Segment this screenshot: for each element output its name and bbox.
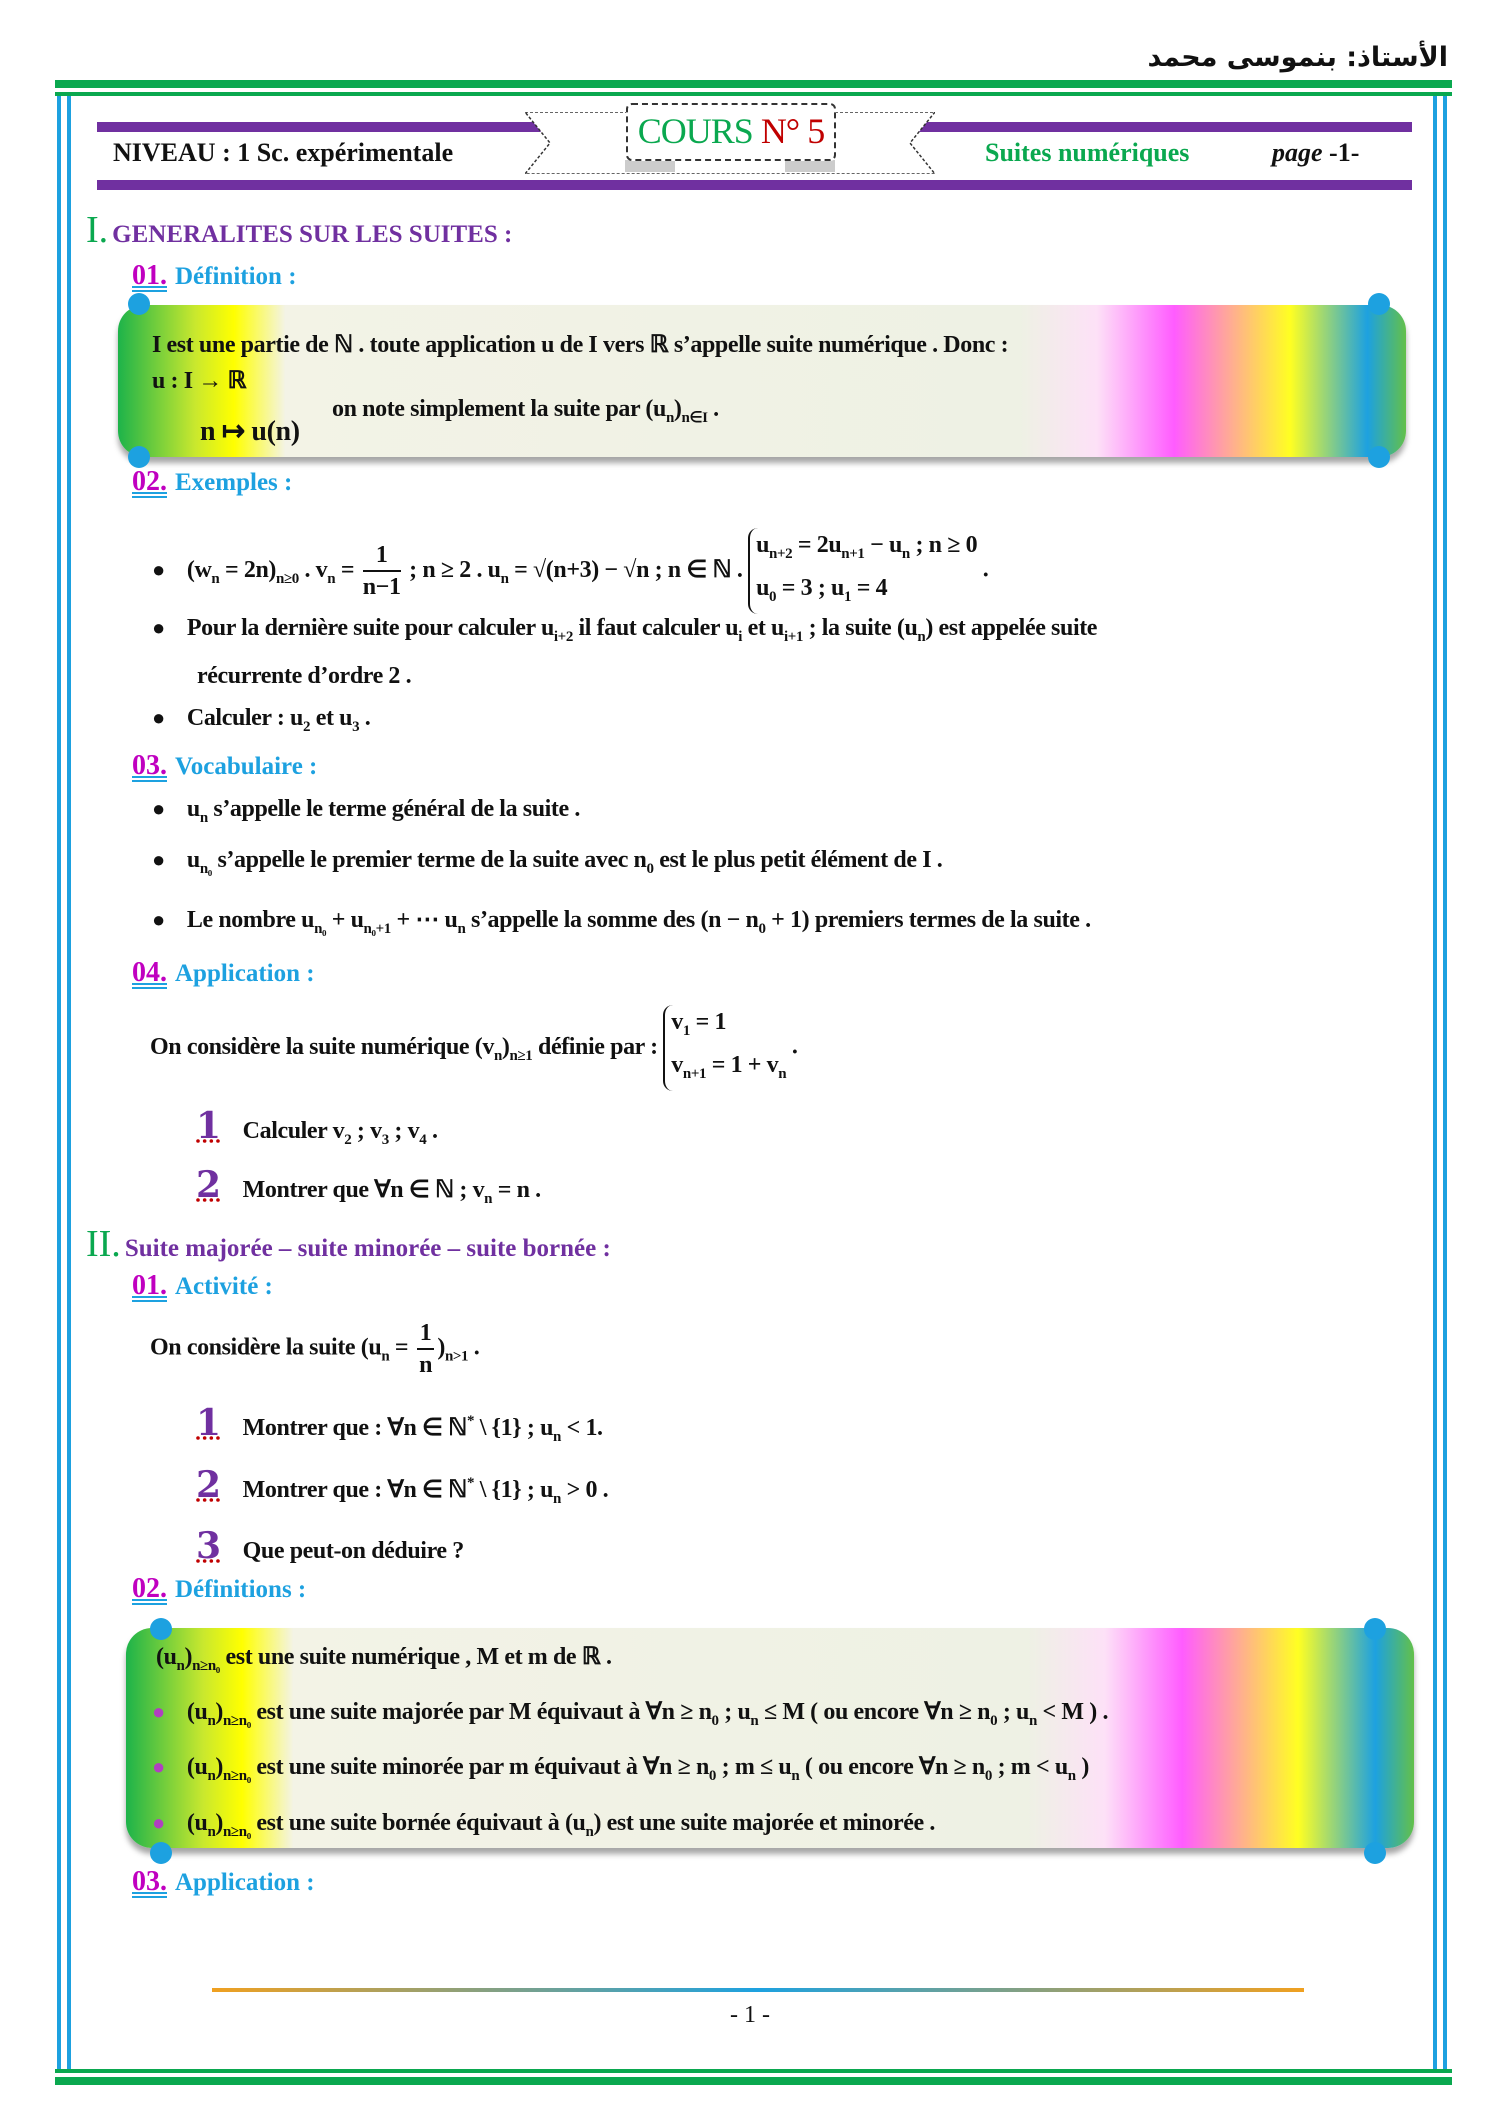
subscript: 1 [682,1023,691,1039]
text-run: = 1 + v [706,1052,779,1078]
text-run: ) [673,396,682,422]
text-run: = [389,1334,414,1361]
question-text [242,1475,609,1507]
text-run: ; v [388,1118,420,1144]
subscript: n≥n₀ [222,1713,251,1729]
subscript: n [778,1066,787,1082]
subscript: n [176,1658,185,1674]
section-numeral: I. [86,209,109,251]
example-list-item [152,615,1097,646]
text-run: est une suite bornée équivaut à (u [250,1810,586,1836]
subscript: n [327,570,336,587]
text-run: = √(n+3) − √n ; n ∈ ℕ . [508,556,743,583]
text-run: = 2u [792,532,842,558]
subsection-title: Exemples : [175,469,293,496]
text-run: Calculer v [242,1118,345,1144]
subscript: n [500,570,509,587]
subscript: n₀ [199,861,212,877]
vocab-item [152,905,1091,938]
question-number: 2 [196,1464,221,1506]
subsection-number: 03. [132,750,167,781]
subsection-heading [132,957,315,989]
text-run: ; la suite (u [803,615,918,641]
box-corner-dot [1368,446,1390,468]
text-run: et u [741,615,784,641]
subsection-heading [132,750,317,782]
subsection-number: 01. [132,1270,167,1301]
subsection-title: Définitions : [175,1576,307,1603]
denominator: n [419,1352,433,1378]
bullet-icon: ● [152,705,165,730]
text-run: ≤ M ( ou encore ∀n ≥ n [758,1699,991,1725]
example-formulas [186,542,743,600]
subscript: n₀ [314,921,327,937]
bullet-icon: ● [152,615,165,640]
text-run: = 3 ; u [776,575,844,601]
right-border [1443,96,1447,2069]
text-run: ; v [351,1118,382,1144]
box-corner-dot [1364,1842,1386,1864]
level-label: NIVEAU : 1 Sc. expérimentale [113,138,454,167]
header-band-bottom [97,180,1412,190]
text-run: ( ou encore ∀n ≥ n [799,1754,985,1780]
subscript: n [381,1348,390,1365]
right-border-inner [1433,96,1437,2069]
system-line [671,1048,786,1091]
section-numeral: II. [86,1223,121,1265]
application-intro [150,1033,658,1064]
subsection-heading [132,260,297,292]
period: . [982,556,989,583]
text-run: Montrer que : ∀n ∈ ℕ [242,1477,467,1503]
example-list-item [152,705,370,736]
text-run: il faut calculer u [572,615,739,641]
text-run: ; u [997,1699,1029,1725]
text-run: (w [186,556,212,583]
subscript: n [901,546,910,562]
numerator: 1 [363,540,401,572]
text-run: ) [215,1754,223,1780]
text-run: (u [186,1754,208,1780]
example-list-item [152,528,988,614]
text-run: ) est appelée suite [925,615,1098,641]
vocab-item [152,847,942,878]
text-run: Montrer que : ∀n ∈ ℕ [242,1415,467,1441]
subscript: i+1 [783,629,803,645]
subscript: n [750,1713,759,1729]
subscript: n [199,810,208,826]
subscript: 3 [352,719,360,735]
definition-notation [332,396,719,427]
text-run: on note simplement la suite par (u [332,396,666,422]
text-run: = [335,556,360,583]
text-run: ) [184,1644,193,1670]
system-line [756,571,977,614]
question-text [242,1118,438,1148]
subsection-number: 01. [132,260,167,291]
text-run: est une suite numérique , M et m de ℝ . [219,1644,612,1670]
text-run: . [426,1118,438,1144]
subscript: n∈I [681,410,708,426]
superscript: * [466,1475,475,1491]
question-1 [196,1105,438,1149]
text-run: = n . [492,1177,541,1203]
cours-number: N° 5 [760,111,825,151]
definition-item-bornee [152,1810,935,1841]
subscript: i [738,629,742,645]
top-border-thin [55,92,1452,96]
text-run: . v [298,556,328,583]
subscript: n [207,1824,216,1840]
text-run: + u [326,907,364,933]
left-border-inner [67,96,71,2069]
page-label [1272,138,1359,168]
text-run: Que peut-on déduire ? [242,1538,464,1564]
subscript: 0 [758,921,766,937]
subscript: n+2 [769,546,793,562]
question-number: 1 [196,1402,221,1444]
text-run: . [707,396,719,422]
section-title: Suite majorée – suite minorée – suite bornée : [124,1235,611,1262]
question-number: 1 [196,1105,221,1147]
text-run: + 1) premiers termes de la suite . [765,907,1091,933]
subscript: n [585,1824,594,1840]
subscript: i+2 [553,629,573,645]
subsection-title: Application : [175,960,315,987]
subsection-number: 02. [132,466,167,497]
subsection-number: 04. [132,957,167,988]
section-title: GENERALITES SUR LES SUITES : [112,221,513,248]
definition-item-majoree [152,1697,1108,1730]
subsection-title: Activité : [175,1273,273,1300]
text-run: Montrer que ∀n ∈ ℕ ; v [242,1177,485,1203]
subsection-heading [132,1573,306,1605]
text-run: Pour la dernière suite pour calculer u [186,615,554,641]
text-run: < M ) . [1036,1699,1109,1725]
definition-text [186,1810,935,1840]
application-statement [150,1005,797,1091]
text-run: I est une partie de ℕ . toute application u de I vers ℝ s’appelle suite numérique . Donc : [152,332,1009,358]
activity-question-3 [196,1525,464,1567]
example-text-continued: récurrente d’ordre 2 . [197,663,412,689]
superscript: * [466,1413,475,1429]
question-text [242,1413,603,1445]
example-text [186,615,1098,645]
numerator: 1 [417,1318,435,1350]
subscript: n [493,1047,502,1064]
bullet-icon: ● [152,556,165,582]
vocab-text [186,907,1091,937]
bullet-icon: ● [152,1699,165,1724]
text-run: s’appelle le terme général de la suite . [207,796,580,822]
text-run: est le plus petit élément de I . [653,847,943,873]
recurrence-system [748,528,977,614]
text-run: u : I → ℝ [152,368,247,394]
text-run: u [756,532,770,558]
subsection-title: Vocabulaire : [175,753,318,780]
subscript: 0 [769,589,777,605]
subscript: 2 [344,1132,352,1148]
subscript: n≥n₀ [192,1658,220,1674]
teacher-name: الأستاذ: بنموسى محمد [1147,42,1448,73]
bottom-border-thin [55,2069,1452,2073]
subscript: n [1029,1713,1037,1729]
text-run: = 2n) [219,556,276,583]
text-run: . [468,1334,480,1361]
box-corner-dot [150,1842,172,1864]
text-run: On considère la suite (u [150,1334,382,1361]
subscript: n≥1 [509,1047,533,1064]
subscript: n [207,1768,216,1784]
activity-statement [150,1318,479,1380]
fraction [417,1318,435,1380]
box-corner-dot [128,446,150,468]
box-corner-dot [150,1618,172,1640]
bullet-icon: ● [152,796,165,821]
text-run: et u [310,705,353,731]
page-word: page [1272,138,1323,167]
fraction [363,540,401,602]
subsection-title: Application : [175,1869,315,1896]
text-run: Le nombre u [186,907,315,933]
question-number: 3 [196,1525,221,1567]
text-run: Calculer : u [186,705,303,731]
footer-divider [212,1988,1304,1992]
subscript: 0 [990,1713,998,1729]
subscript: n [553,1491,561,1507]
text-run: ) [215,1699,223,1725]
subsection-number: 02. [132,1573,167,1604]
section-1-heading [86,208,512,252]
definitions-intro [156,1642,612,1675]
definition-line [152,330,1008,359]
text-run: . [359,705,371,731]
question-text [243,1538,464,1564]
text-run: (u [186,1810,208,1836]
period: . [791,1033,798,1060]
question-text [242,1177,541,1207]
question-number: 2 [196,1164,221,1206]
text-run: (u [156,1644,177,1670]
text-run: v [671,1052,683,1078]
subscript: n [1067,1768,1076,1784]
text-run: ) [437,1334,445,1361]
text-run: s’appelle la somme des (n − n [465,907,759,933]
subscript: n [211,570,220,587]
subscript: n [665,410,674,426]
question-2 [196,1164,541,1208]
text-run: définie par : [532,1033,658,1060]
left-border [57,96,61,2069]
text-run: ; u [718,1699,751,1725]
text-run: − u [864,532,902,558]
subsection-heading [132,1270,273,1302]
text-run: ) [215,1810,223,1836]
text-run: ; n ≥ 0 [909,532,978,558]
bullet-icon: ● [152,1754,165,1779]
subscript: n≥n₀ [222,1768,251,1784]
subsection-title: Définition : [175,263,297,290]
text-run: > 0 . [560,1477,609,1503]
subscript: n [553,1429,561,1445]
activity-question-2 [196,1464,608,1508]
subscript: 3 [381,1132,389,1148]
text-run: u [186,847,200,873]
text-run: est une suite majorée par M équivaut à ∀n ≥ n [250,1699,712,1725]
text-run: ) [501,1033,510,1060]
page-number: -1- [1329,138,1360,167]
subscript: n [207,1713,216,1729]
text-run: v [671,1009,683,1035]
box-corner-dot [128,293,150,315]
text-run: u [756,575,770,601]
subscript: n≥n₀ [222,1824,251,1840]
definition-text [186,1754,1089,1784]
text-run: < 1. [560,1415,603,1441]
system-line [671,1005,786,1048]
text-run: u [186,796,200,822]
denominator: n−1 [362,574,401,600]
definition-text [186,1699,1109,1729]
subscript: n [457,921,466,937]
subscript: 4 [419,1132,427,1148]
bottom-border [55,2077,1452,2085]
subscript: n [484,1191,493,1207]
subscript: n [791,1768,800,1784]
box-corner-dot [1368,293,1390,315]
subscript: 1 [843,589,852,605]
text-run: \ {1} ; u [474,1477,554,1503]
course-number-badge [626,103,836,161]
subscript: 0 [708,1768,717,1784]
subscript: 0 [646,861,654,877]
text-run: est une suite minorée par m équivaut à ∀n ≥ n [250,1754,709,1780]
subscript: 0 [984,1768,992,1784]
text-run: = 4 [851,575,888,601]
box-corner-dot [1364,1618,1386,1640]
subsection-heading [132,1866,315,1898]
text-run: On considère la suite numérique (v [150,1033,494,1060]
example-text [186,705,371,735]
text-run: s’appelle le premier terme de la suite avec n [211,847,647,873]
text-run: ; m ≤ u [716,1754,792,1780]
vocab-text [186,796,580,826]
text-run: \ {1} ; u [474,1415,554,1441]
bullet-icon: ● [152,1810,165,1835]
definition-box [118,305,1406,457]
subscript: n₀+1 [363,921,391,937]
subscript: 2 [302,719,311,735]
subscript: n [917,629,926,645]
text-run: + ⋯ u [390,907,458,933]
text-run: (u [186,1699,208,1725]
text-run: = 1 [690,1009,727,1035]
subsection-heading [132,466,292,498]
footer-page-number: - 1 - [730,2002,770,2028]
subscript: 0 [711,1713,719,1729]
vocab-item [152,796,580,827]
cours-word: COURS [637,111,753,151]
subscript: n>1 [444,1348,469,1365]
bullet-icon: ● [152,907,165,932]
text-run: ; n ≥ 2 . u [403,556,501,583]
definition-mapping [152,366,246,395]
text-run: ; m < u [991,1754,1068,1780]
sequence-system [663,1005,786,1091]
system-line [756,528,977,571]
topic-label: Suites numériques [985,138,1190,167]
definition-mapping-rule [200,414,300,448]
text-run: ) [1075,1754,1089,1780]
text-run: n ↦ u(n) [200,416,300,447]
subscript: n≥0 [276,570,299,587]
subscript: n+1 [682,1066,707,1082]
subscript: n+1 [841,546,865,562]
text-run: ) est une suite majorée et minorée . [593,1810,935,1836]
bullet-icon: ● [152,847,165,872]
activity-question-1 [196,1402,603,1446]
vocab-text [186,847,943,877]
section-2-heading [86,1222,611,1266]
top-border [55,80,1452,88]
definition-item-minoree [152,1752,1089,1785]
subsection-number: 03. [132,1866,167,1897]
